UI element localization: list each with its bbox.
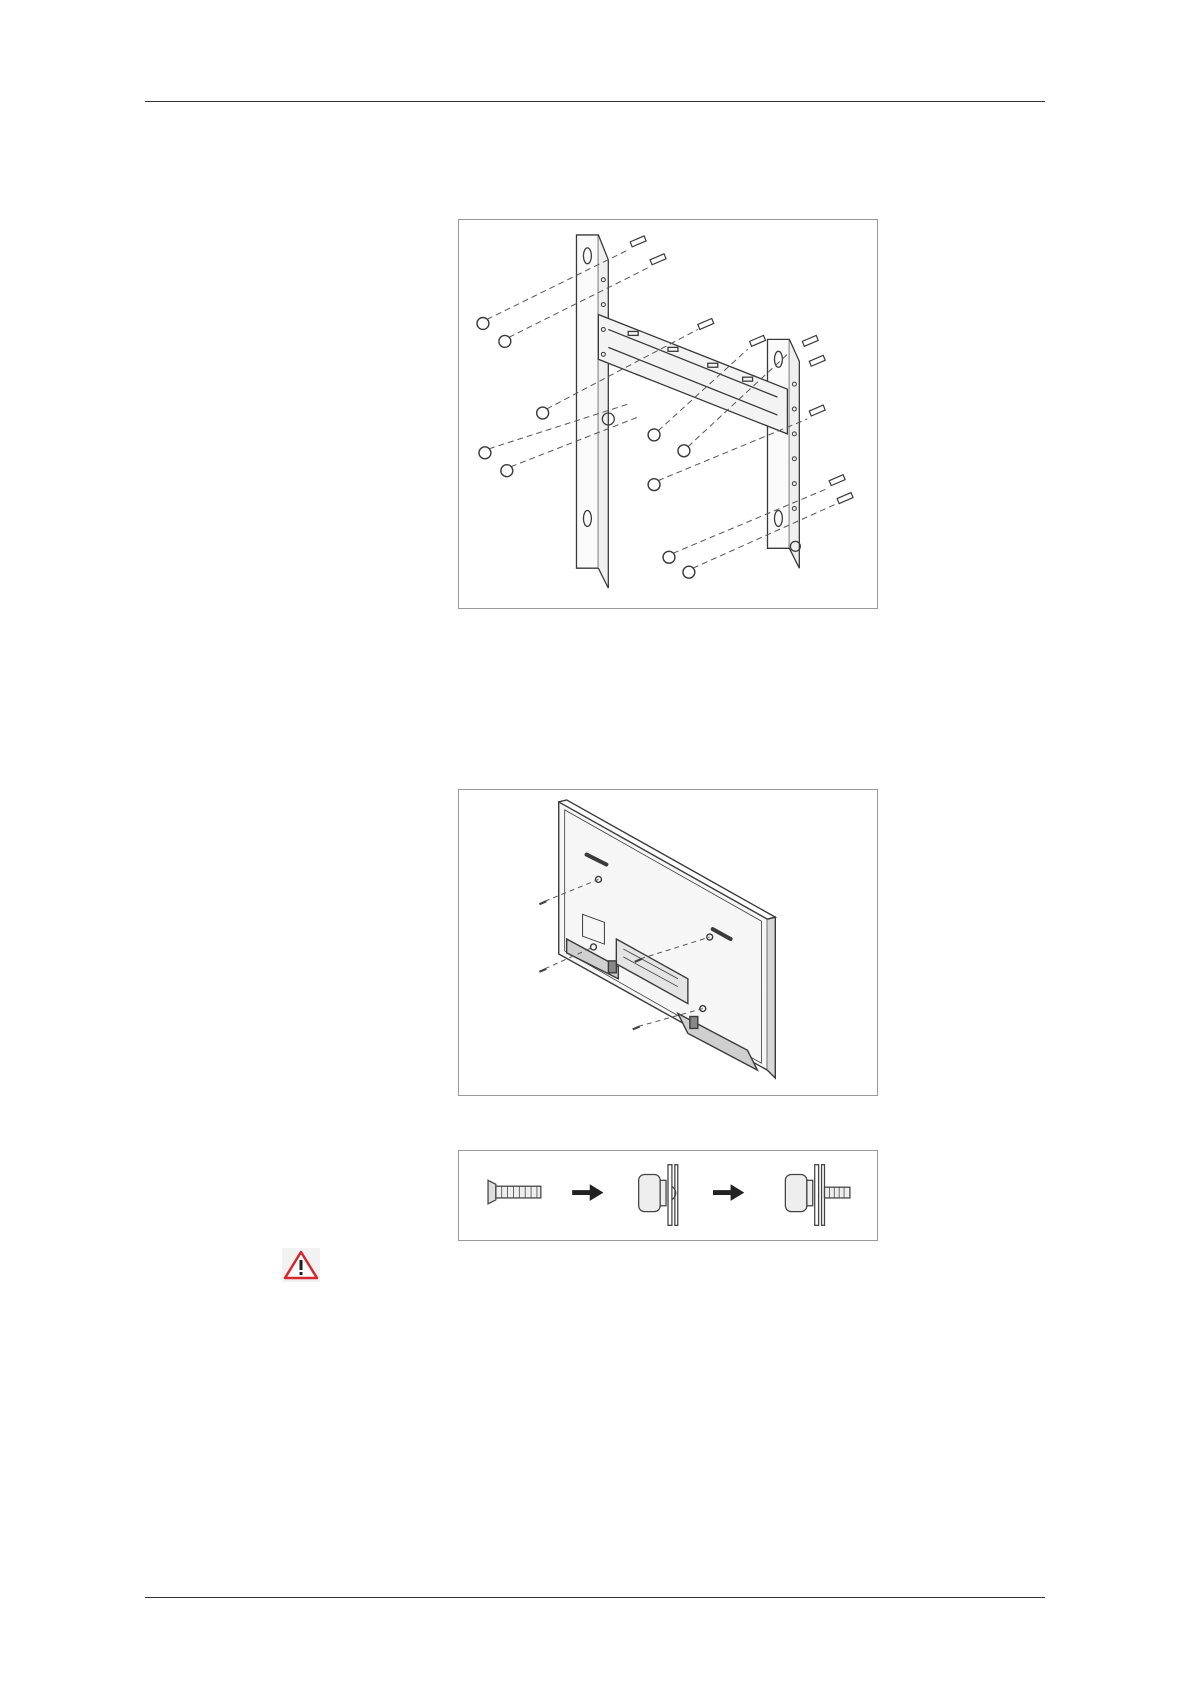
bracket-assembly-figure (458, 219, 878, 609)
spacer-on-panel-icon (639, 1165, 678, 1226)
screw-icon (488, 1180, 541, 1203)
display-rear-drawing (459, 790, 877, 1095)
header-rule (145, 101, 1045, 102)
spacer-with-screw-icon (785, 1165, 850, 1226)
footer-rule (145, 1597, 1045, 1598)
arrow-right-icon (713, 1184, 744, 1201)
spacer-steps-figure (458, 1150, 878, 1241)
arrow-right-icon (572, 1184, 603, 1201)
bracket-assembly-drawing (459, 220, 877, 608)
display-rear-figure (458, 789, 878, 1096)
spacer-steps-drawing (459, 1151, 877, 1240)
warning-icon (282, 1248, 320, 1282)
